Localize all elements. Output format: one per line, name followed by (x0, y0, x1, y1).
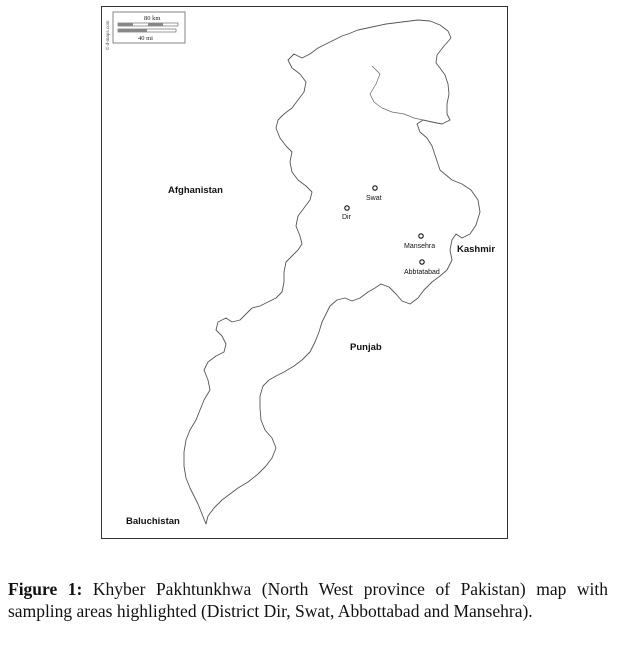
city-label-swat: Swat (366, 195, 382, 202)
city-label-mansehra: Mansehra (404, 243, 436, 250)
caption-text: Khyber Pakhtunkhwa (North West province of Pakistan) map with sampling areas highlighted (District Dir, Swat, Abbottabad and Mansehra). (8, 579, 609, 621)
site-swat (366, 186, 382, 202)
region-label-punjab: Punjab (350, 342, 382, 353)
site-marker-mansehra (419, 234, 423, 238)
city-label-dir: Dir (342, 214, 351, 221)
site-dir (342, 206, 352, 221)
scale-mi-label: 40 mi (138, 35, 153, 42)
northern-boundary-detail (370, 66, 423, 120)
site-mansehra (404, 234, 435, 250)
region-label-kashmir: Kashmir (457, 244, 496, 255)
site-marker-abbottabad (420, 260, 424, 264)
site-marker-swat (373, 186, 377, 190)
caption-prefix: Figure 1: (8, 579, 83, 599)
region-label-afghanistan: Afghanistan (168, 185, 223, 196)
figure-caption (8, 578, 608, 622)
site-abbottabad (404, 260, 440, 276)
watermark: © d-maps.com (105, 20, 110, 50)
scale-bar (113, 12, 185, 43)
site-marker-dir (345, 206, 349, 210)
scale-km-label: 80 km (144, 15, 161, 22)
city-label-abbottabad: Abbtatabad (404, 269, 440, 276)
region-label-baluchistan: Baluchistan (126, 516, 180, 527)
